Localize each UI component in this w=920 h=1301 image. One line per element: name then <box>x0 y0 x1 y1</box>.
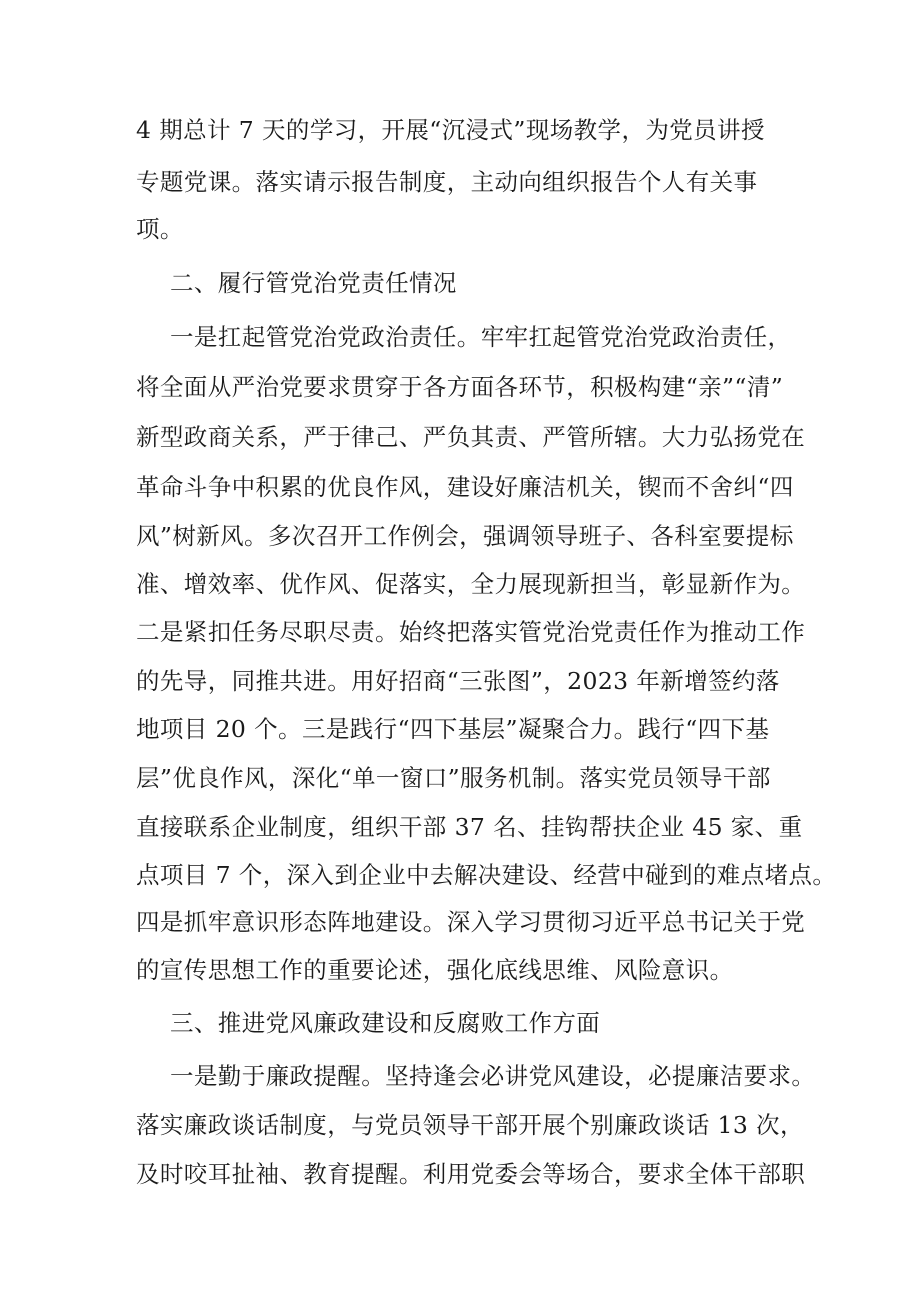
intro-line-3: 项。 <box>136 215 184 243</box>
section-2-line: 将全面从严治党要求贯穿于各方面各环节，积极构建“亲”“清” <box>136 373 784 401</box>
section-2-line: 二是紧扣任务尽职尽责。始终把落实管党治党责任作为推动工作 <box>136 618 806 646</box>
section-2-line: 地项目 20 个。三是践行“四下基层”凝聚合力。践行“四下基 <box>136 715 770 743</box>
section-2-line: 的宣传思想工作的重要论述，强化底线思维、风险意识。 <box>136 956 734 984</box>
section-2-line: 直接联系企业制度，组织干部 37 名、挂钩帮扶企业 45 家、重 <box>136 813 803 841</box>
section-2-line: 的先导，同推共进。用好招商“三张图”，2023 年新增签约落 <box>136 667 780 695</box>
section-2-line: 点项目 7 个，深入到企业中去解决建设、经营中碰到的难点堵点。 <box>136 861 837 889</box>
section-2-line: 新型政商关系，严于律己、严负其责、严管所辖。大力弘扬党在 <box>136 423 806 451</box>
section-2-line: 四是抓牢意识形态阵地建设。深入学习贯彻习近平总书记关于党 <box>136 908 806 936</box>
section-2-line: 准、增效率、优作风、促落实，全力展现新担当，彰显新作为。 <box>136 570 806 598</box>
section-3-heading: 三、推进党风廉政建设和反腐败工作方面 <box>170 1009 601 1037</box>
section-2-heading: 二、履行管党治党责任情况 <box>170 269 457 297</box>
intro-line-1: 4 期总计 7 天的学习，开展“沉浸式”现场教学，为党员讲授 <box>136 116 765 144</box>
section-3-line: 及时咬耳扯袖、教育提醒。利用党委会等场合，要求全体干部职 <box>136 1160 806 1188</box>
section-2-line: 革命斗争中积累的优良作风，建设好廉洁机关，锲而不舍纠“四 <box>136 473 794 501</box>
section-2-line: 风”树新风。多次召开工作例会，强调领导班子、各科室要提标 <box>136 522 794 550</box>
section-2-line: 一是扛起管党治党政治责任。牢牢扛起管党治党政治责任， <box>170 323 792 351</box>
intro-line-2: 专题党课。落实请示报告制度，主动向组织报告个人有关事 <box>136 168 758 196</box>
section-3-line: 一是勤于廉政提醒。坚持逢会必讲党风建设，必提廉洁要求。 <box>170 1062 816 1090</box>
section-3-line: 落实廉政谈话制度，与党员领导干部开展个别廉政谈话 13 次， <box>136 1111 804 1139</box>
section-2-line: 层”优良作风，深化“单一窗口”服务机制。落实党员领导干部 <box>136 764 771 792</box>
